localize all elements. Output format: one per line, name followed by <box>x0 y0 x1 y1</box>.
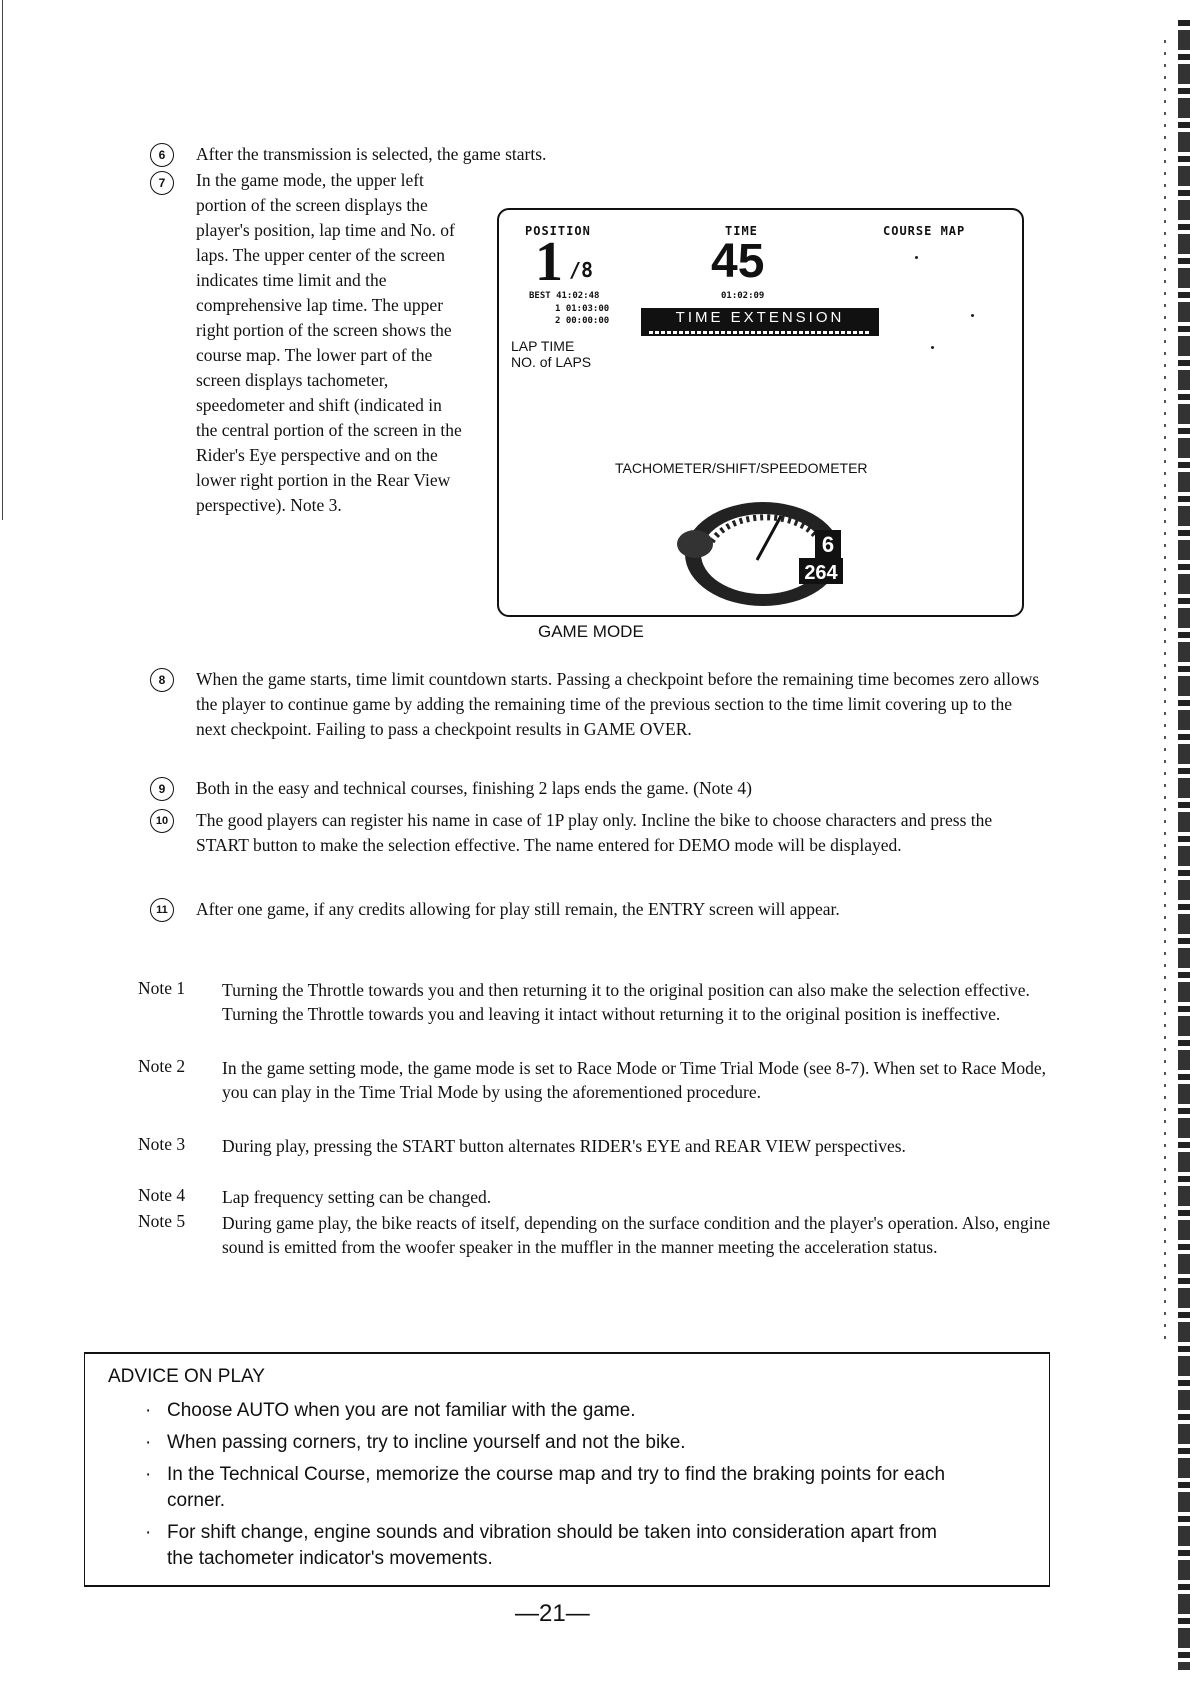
best-lap-readout: BEST 41:02:48 <box>529 291 600 301</box>
map-dot <box>931 346 934 349</box>
bullet-icon: · <box>145 1400 152 1421</box>
note-3-label: Note 3 <box>138 1134 186 1154</box>
step-number-9: 9 <box>150 777 174 801</box>
note-1-text: Turning the Throttle towards you and then returning it to the original position can also make the selection effective. Turning the Throttle towards you and leaving it intact without returning it to the original position is ineffective. <box>222 980 1030 1024</box>
advice-item <box>145 1462 967 1514</box>
tachometer-gauge <box>659 488 859 606</box>
step-number-7: 7 <box>150 171 174 195</box>
scan-edge-binding-inner <box>1164 40 1166 1340</box>
time-extension-banner <box>641 308 879 336</box>
shift-value: 6 <box>821 532 835 557</box>
note-5-text: During game play, the bike reacts of itself, depending on the surface condition and the player's operation. Also, engine sound is emitted from the woofer speaker in the muffler in the manner meeting the acceleration status. <box>222 1213 1051 1257</box>
position-label: POSITION <box>525 224 591 238</box>
advice-item-text: In the Technical Course, memorize the course map and try to find the braking points for each corner. <box>167 1464 946 1511</box>
game-screen-illustration <box>497 208 1024 617</box>
step-8-text: When the game starts, time limit countdown starts. Passing a checkpoint before the remaining time becomes zero allows the player to continue game by adding the remaining time of the previous section to the time limit covering up to the next checkpoint. Failing to pass a checkpoint results in GAME OVER. <box>196 669 1040 739</box>
bullet-icon: · <box>145 1432 152 1453</box>
note-2-text: In the game setting mode, the game mode is set to Race Mode or Time Trial Mode (see 8-7). When set to Race Mode, you can play in the Time Trial Mode by using the aforementioned procedure. <box>222 1058 1046 1102</box>
time-extension-text: TIME EXTENSION <box>675 309 845 326</box>
map-dot <box>971 314 974 317</box>
note-5-label: Note 5 <box>138 1211 186 1231</box>
step-number-6: 6 <box>150 143 174 167</box>
note-4-label: Note 4 <box>138 1185 186 1205</box>
note-3-text: During play, pressing the START button alternates RIDER's EYE and REAR VIEW perspectives. <box>222 1136 906 1156</box>
step-11-text: After one game, if any credits allowing for play still remain, the ENTRY screen will appear. <box>196 899 840 919</box>
step-number-8: 8 <box>150 668 174 692</box>
step-number-10: 10 <box>150 809 174 833</box>
tachometer-svg <box>659 488 859 606</box>
bullet-icon: · <box>145 1522 152 1543</box>
step-10-text: The good players can register his name in case of 1P play only. Incline the bike to choose characters and press the START button to make the selection effective. The name entered for DEMO mode will be displayed. <box>196 810 993 855</box>
map-dot <box>915 256 918 259</box>
advice-item <box>145 1430 967 1456</box>
position-of-total: /8 <box>569 258 594 282</box>
note-2-label: Note 2 <box>138 1056 186 1076</box>
bullet-icon: · <box>145 1464 152 1485</box>
lap-2-readout: 2 00:00:00 <box>555 316 610 326</box>
advice-title: ADVICE ON PLAY <box>108 1366 265 1387</box>
advice-item <box>145 1398 967 1424</box>
no-of-laps-label: NO. of LAPS <box>511 354 592 370</box>
lap-1-readout: 1 01:03:00 <box>555 304 610 314</box>
lap-time-label: LAP TIME <box>511 338 575 354</box>
time-limit-value: 45 <box>711 235 765 288</box>
step-6-text: After the transmission is selected, the game starts. <box>196 144 547 164</box>
banner-subtext-stripe <box>649 331 871 334</box>
game-mode-caption: GAME MODE <box>538 622 644 641</box>
step-number-11: 11 <box>150 898 174 922</box>
advice-item-text: Choose AUTO when you are not familiar with the game. <box>167 1400 636 1421</box>
step-9-text: Both in the easy and technical courses, finishing 2 laps ends the game. (Note 4) <box>196 778 752 798</box>
advice-on-play-box <box>84 1352 1050 1587</box>
course-map-label: COURSE MAP <box>883 224 966 238</box>
advice-item-text: For shift change, engine sounds and vibration should be taken into consideration apart from the tachometer indicator's movements. <box>167 1522 937 1569</box>
position-value: 1 <box>535 231 563 293</box>
scan-edge-binding <box>1178 20 1190 1670</box>
advice-item <box>145 1520 967 1572</box>
note-4-text: Lap frequency setting can be changed. <box>222 1187 492 1207</box>
note-1-label: Note 1 <box>138 978 186 998</box>
tachometer-label: TACHOMETER/SHIFT/SPEEDOMETER <box>615 460 868 476</box>
total-time-readout: 01:02:09 <box>721 291 765 301</box>
advice-item-text: When passing corners, try to incline yourself and not the bike. <box>167 1432 686 1453</box>
step-7-text: In the game mode, the upper left portion of the screen displays the player's position, lap time and No. of laps. The upper center of the screen indicates time limit and the comprehensive lap time. The upper right portion of the screen shows the course map. The lower part of the screen displays tachometer, speedometer and shift (indicated in the central portion of the screen in the Rider's Eye perspective and on the lower right portion in the Rear View perspective). Note 3. <box>196 170 462 515</box>
time-label: TIME <box>725 224 758 238</box>
page-number: —21— <box>515 1600 590 1627</box>
speed-value: 264 <box>804 562 838 584</box>
scan-edge-line <box>2 0 3 520</box>
rider-helmet-icon <box>677 530 713 558</box>
